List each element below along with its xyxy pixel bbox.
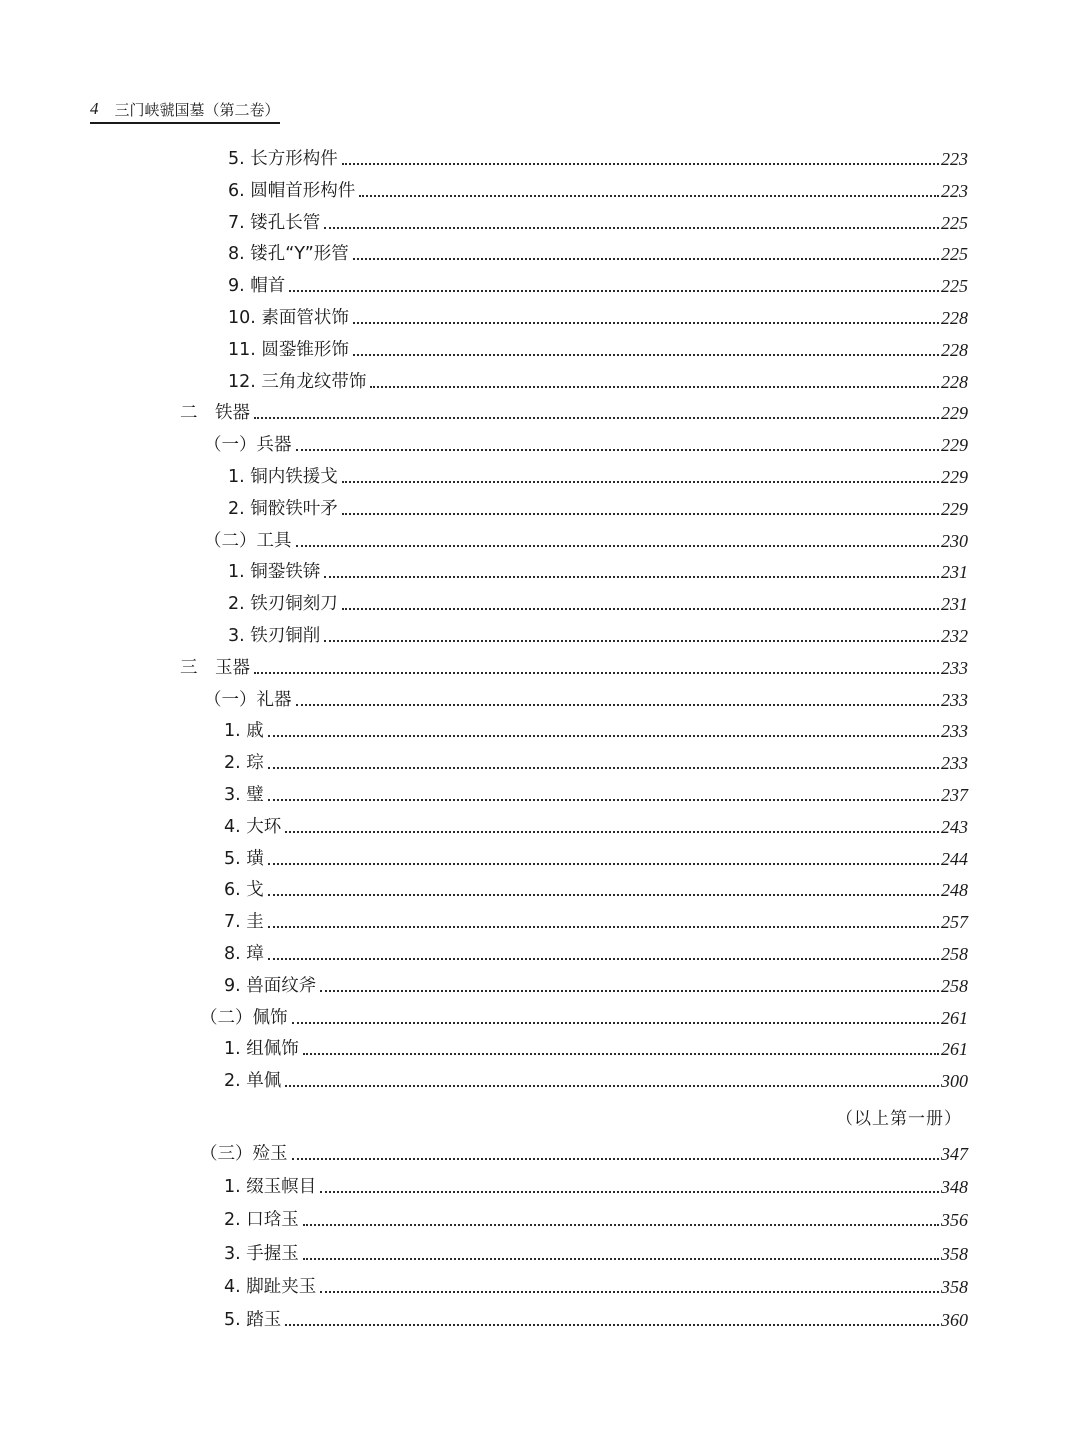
dot-leader [268,894,939,896]
toc-entry [224,937,968,965]
toc-entry-page: 228 [941,339,968,360]
book-title: 三门峡虢国墓（第二卷） [114,100,280,119]
dot-leader [296,449,940,451]
dot-leader [292,1158,940,1160]
dot-leader [289,290,939,292]
dot-leader [342,481,939,483]
toc-entry [224,873,968,901]
toc-entry-label: 1. 组佩饰 [224,1039,299,1060]
toc-entry-label: 3. 铁刃铜削 [228,626,321,646]
toc-entry-label: 5. 踏玉 [224,1310,282,1330]
toc-entry-page: 233 [941,657,968,678]
dot-leader [254,672,939,674]
dot-leader [320,1191,939,1193]
toc-entry-page: 356 [941,1210,968,1231]
toc-entry-page: 223 [941,180,968,201]
toc-entry-label: 2. 琮 [224,753,264,774]
dot-leader [296,545,940,547]
toc-entry-page: 358 [941,1243,968,1264]
toc-entry-page: 300 [941,1071,968,1092]
dot-leader [268,958,939,960]
toc-entry [224,1203,968,1231]
dot-leader [324,576,939,578]
toc-entry [228,206,968,234]
toc-entry-page: 233 [941,721,968,742]
dot-leader [303,1258,939,1260]
dot-leader [324,640,939,642]
toc-entry-page: 258 [941,944,968,964]
toc-entry-page: 244 [941,848,968,869]
toc-entry-label: 6. 戈 [224,880,264,901]
toc-entry [204,524,968,552]
toc-entry [228,587,968,615]
volume-note: （以上第一册） [836,1109,962,1129]
toc-entry [180,651,968,679]
toc-entry-page: 237 [941,785,968,805]
dot-leader [324,227,939,229]
dot-leader [268,735,939,737]
toc-entry [224,1064,968,1092]
toc-entry-label: 5. 长方形构件 [228,149,338,169]
dot-leader [359,195,939,197]
toc-entry [224,1170,968,1198]
dot-leader [303,1224,939,1226]
toc-entry [228,492,968,520]
toc-entry-page: 348 [941,1177,968,1198]
dot-leader [285,831,939,833]
toc-entry-page: 229 [941,403,968,424]
page-number: 4 [90,99,99,118]
toc-entry [204,683,968,711]
toc-entry-label: （一）兵器 [204,435,292,456]
toc-entry-page: 225 [941,244,968,265]
dot-leader [353,322,939,324]
toc-entry-label: 2. 铁刃铜刻刀 [228,594,338,615]
toc-entry-page: 223 [941,149,968,169]
dot-leader [296,704,940,706]
toc-entry-page: 228 [941,371,968,392]
toc-entry-label: 7. 镂孔长管 [228,212,321,233]
toc-entry-page: 229 [941,467,968,487]
running-header [90,96,280,124]
toc-entry-page: 261 [941,1039,968,1060]
toc-entry-page: 360 [941,1310,968,1330]
toc-entry-page: 228 [941,308,968,328]
toc-entry-page: 243 [941,816,968,837]
toc-entry-label: 6. 圆帽首形构件 [228,180,356,201]
dot-leader [268,926,939,928]
toc-entry [224,714,968,742]
toc-entry [228,237,968,265]
toc-entry [228,174,968,202]
toc-entry [224,1032,968,1060]
toc-entry [224,969,968,997]
toc-entry-label: 9. 兽面纹斧 [224,975,317,996]
dot-leader [353,258,939,260]
dot-leader [353,354,939,356]
toc-entry-page: 225 [941,212,968,233]
toc-entry [180,396,968,424]
toc-entry-label: 三 玉器 [180,657,250,678]
toc-entry [224,1237,968,1265]
toc-entry-label: 3. 璧 [224,785,264,805]
dot-leader [320,1291,939,1293]
toc-entry-label: （三）殓玉 [200,1144,288,1164]
dot-leader [268,863,939,865]
toc-entry-page: 261 [941,1007,968,1028]
toc-entry-page: 257 [941,912,968,933]
toc-entry-label: 二 铁器 [180,403,250,424]
toc-entry-label: 8. 镂孔“Y”形管 [228,244,349,265]
dot-leader [268,767,939,769]
toc-entry-label: （一）礼器 [204,689,292,710]
toc-entry [228,555,968,583]
toc-entry-page: 347 [941,1144,968,1164]
toc-entry-page: 233 [941,753,968,774]
dot-leader [285,1085,939,1087]
toc-entry-label: 2. 铜骹铁叶矛 [228,498,338,519]
toc-entry [228,333,968,361]
dot-leader [254,417,939,419]
toc-entry-label: 1. 铜銎铁锛 [228,562,321,583]
dot-leader [268,799,939,801]
toc-entry [224,1270,968,1298]
dot-leader [342,163,939,165]
toc-entry-label: （二）佩饰 [200,1007,288,1028]
toc-entry [228,365,968,393]
toc-entry [224,1303,968,1331]
toc-entry-label: 5. 璜 [224,848,264,869]
toc-entry-page: 232 [941,626,968,646]
toc-entry-label: 12. 三角龙纹带饰 [228,371,367,392]
toc-entry-label: 1. 铜内铁援戈 [228,467,338,487]
toc-entry-page: 258 [941,975,968,996]
toc-entry [200,1137,968,1165]
toc-entry-label: 8. 璋 [224,944,264,964]
toc-entry [228,269,968,297]
toc-entry-page: 225 [941,276,968,297]
dot-leader [342,608,939,610]
toc-entry [228,619,968,647]
toc-entry-label: 11. 圆銎锥形饰 [228,339,349,360]
toc-entry-page: 231 [941,594,968,615]
toc-entry-label: 1. 戚 [224,721,264,742]
toc-entry-label: （二）工具 [204,530,292,551]
toc-entry-page: 229 [941,498,968,519]
toc-entry [224,842,968,870]
dot-leader [320,990,939,992]
toc-entry-page: 233 [941,689,968,710]
toc-entry [200,1001,968,1029]
toc-entry-label: 4. 脚趾夹玉 [224,1276,317,1297]
dot-leader [285,1324,939,1326]
toc-entry-label: 7. 圭 [224,912,264,933]
toc-entry [224,810,968,838]
dot-leader [292,1022,940,1024]
toc-entry [204,428,968,456]
toc-entry-page: 248 [941,880,968,901]
toc-entry-label: 3. 手握玉 [224,1243,299,1264]
toc-entry-page: 229 [941,435,968,456]
dot-leader [342,513,939,515]
toc-entry-label: 2. 口琀玉 [224,1210,299,1231]
toc-entry [224,746,968,774]
toc-entry-page: 231 [941,562,968,583]
toc-entry [224,905,968,933]
toc-entry-page: 358 [941,1276,968,1297]
toc-entry-label: 10. 素面管状饰 [228,308,349,328]
toc-entry [228,460,968,488]
toc-entry [224,778,968,806]
dot-leader [303,1053,939,1055]
toc-entry-label: 1. 缀玉幎目 [224,1177,317,1198]
toc-entry [228,142,968,170]
toc-entry [228,301,968,329]
toc-entry-label: 9. 帽首 [228,276,286,297]
toc-entry-label: 4. 大环 [224,816,282,837]
toc-entry-page: 230 [941,530,968,551]
toc-entry-label: 2. 单佩 [224,1071,282,1092]
dot-leader [370,386,939,388]
